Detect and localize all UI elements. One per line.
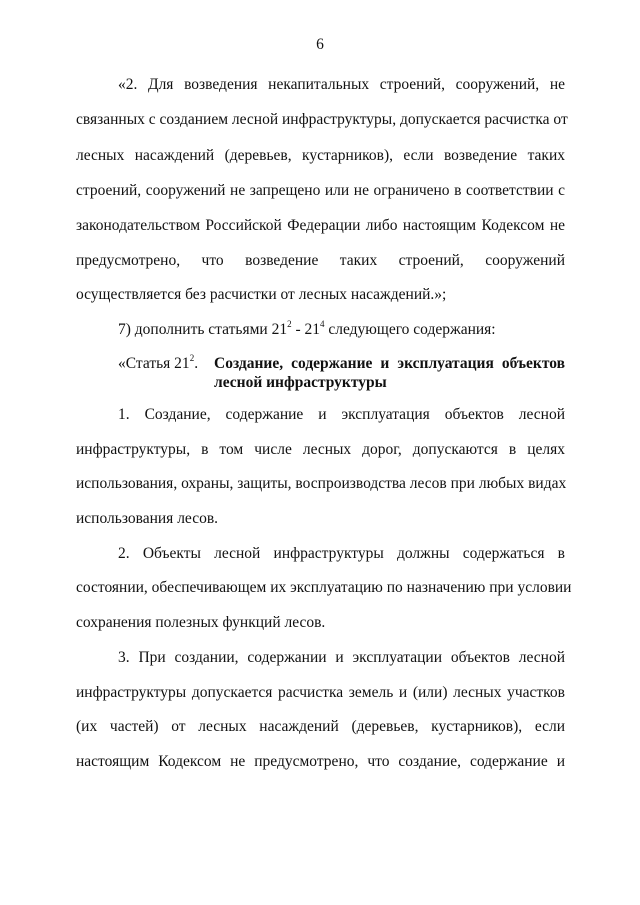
- article-title-line-2: лесной инфраструктуры: [214, 374, 387, 391]
- article-paragraph-1-line-4: использования лесов.: [76, 510, 219, 527]
- item-7-sup-1: 2: [287, 318, 292, 329]
- article-prefix-sup: 2: [189, 352, 195, 363]
- paragraph-1-line-2: связанных с созданием лесной инфраструктуры, допускается расчистка от: [76, 111, 568, 128]
- article-paragraph-1-line-2: инфраструктуры, в том числе лесных дорог, допускаются в целях: [76, 441, 565, 458]
- article-heading-prefix: [118, 352, 199, 373]
- item-7-text-middle: - 21: [291, 321, 320, 338]
- paragraph-1-line-1: «2. Для возведения некапитальных строений, сооружений, не: [118, 76, 565, 93]
- item-7-text-before: 7) дополнить статьями 21: [118, 321, 288, 338]
- article-paragraph-3-line-2: инфраструктуры допускается расчистка земель и (или) лесных участков: [76, 684, 565, 701]
- paragraph-1-line-7: осуществляется без расчистки от лесных насаждений.»;: [76, 286, 447, 303]
- article-paragraph-3-line-4: настоящим Кодексом не предусмотрено, что создание, содержание и: [76, 753, 565, 770]
- article-paragraph-2-line-3: сохранения полезных функций лесов.: [76, 614, 326, 631]
- article-paragraph-3-line-3: (их частей) от лесных насаждений (деревьев, кустарников), если: [76, 718, 565, 735]
- article-prefix-end: .: [194, 355, 199, 372]
- page-number: 6: [316, 36, 324, 53]
- article-paragraph-2-line-1: 2. Объекты лесной инфраструктуры должны содержаться в: [118, 545, 565, 562]
- paragraph-1-line-5: законодательством Российской Федерации либо настоящим Кодексом не: [76, 217, 565, 234]
- paragraph-1-line-3: лесных насаждений (деревьев, кустарников), если возведение таких: [76, 147, 565, 164]
- article-paragraph-1-line-3: использования, охраны, защиты, воспроизводства лесов при любых видах: [76, 475, 567, 492]
- item-7-sup-2: 4: [320, 318, 325, 329]
- article-prefix-text: «Статья 21: [118, 355, 190, 372]
- paragraph-1-line-6: предусмотрено, что возведение таких строений, сооружений: [76, 252, 565, 269]
- item-7-text-after: следующего содержания:: [324, 321, 496, 338]
- article-paragraph-1-line-1: 1. Создание, содержание и эксплуатация объектов лесной: [118, 406, 565, 423]
- article-paragraph-2-line-2: состоянии, обеспечивающем их эксплуатацию по назначению при условии: [76, 579, 572, 596]
- paragraph-1-line-4: строений, сооружений не запрещено или не ограничено в соответствии с: [76, 182, 565, 199]
- article-paragraph-3-line-1: 3. При создании, содержании и эксплуатации объектов лесной: [118, 649, 565, 666]
- item-7-line: [118, 318, 565, 339]
- article-title-line-1: Создание, содержание и эксплуатация объектов: [214, 355, 565, 372]
